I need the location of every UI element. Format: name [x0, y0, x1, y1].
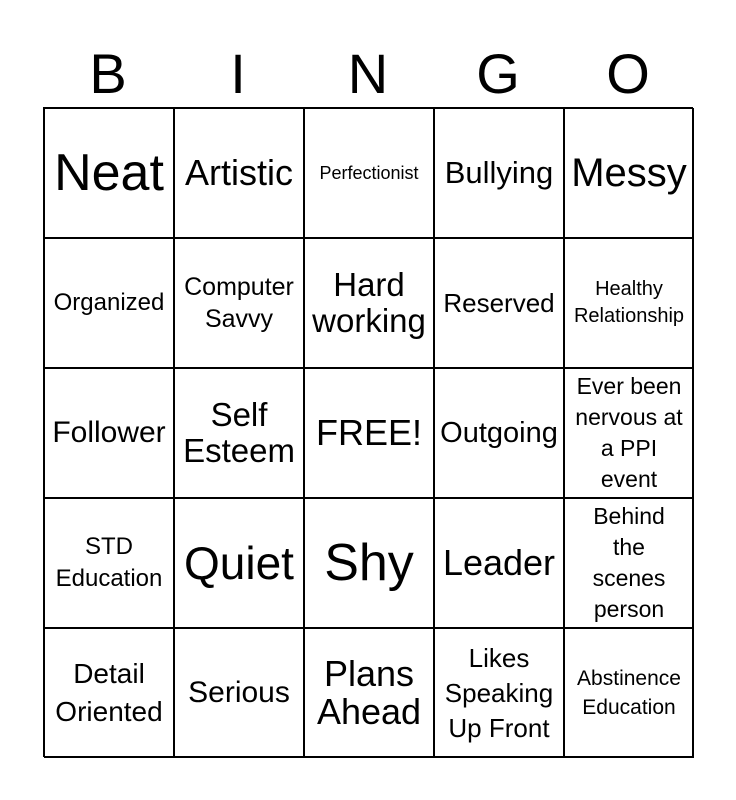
cell-label: Messy	[571, 151, 687, 195]
bingo-cell[interactable]	[304, 628, 434, 758]
bingo-cell[interactable]	[174, 628, 304, 758]
bingo-cell[interactable]	[174, 238, 304, 368]
cell-label: Behind the scenes person	[592, 503, 666, 622]
cell-label: Abstinence Education	[577, 667, 681, 719]
bingo-cell[interactable]	[564, 108, 694, 238]
bingo-cell[interactable]	[174, 108, 304, 238]
cell-label: Artistic	[185, 152, 293, 193]
header-letter-g: G	[476, 42, 520, 105]
bingo-cell[interactable]	[44, 108, 174, 238]
cell-label: Leader	[442, 542, 556, 583]
cell-label: Healthy Relationship	[573, 278, 685, 327]
bingo-cell[interactable]	[44, 628, 174, 758]
cell-label: Neat	[54, 144, 164, 202]
bingo-cell[interactable]	[44, 238, 174, 368]
bingo-cell[interactable]	[434, 368, 564, 498]
cell-label: Serious	[188, 676, 290, 709]
cell-label: Organized	[53, 289, 165, 316]
cell-label: Bullying	[444, 155, 554, 190]
cell-label: Self Esteem	[183, 396, 295, 469]
cell-label: Reserved	[443, 287, 555, 318]
cell-label: Computer Savvy	[184, 273, 294, 333]
cell-label: Quiet	[184, 537, 294, 589]
header-letter-n: N	[347, 42, 389, 105]
bingo-cell[interactable]	[174, 498, 304, 628]
bingo-cell[interactable]	[44, 368, 174, 498]
cell-label: Detail Oriented	[55, 658, 163, 727]
bingo-cell[interactable]	[564, 368, 694, 498]
cell-label: STD Education	[55, 533, 163, 592]
cell-label: Shy	[324, 534, 414, 592]
bingo-cell[interactable]	[564, 498, 694, 628]
bingo-cell[interactable]	[304, 368, 434, 498]
cell-label: Outgoing	[440, 416, 558, 449]
cell-label: Follower	[52, 416, 166, 449]
bingo-cell[interactable]	[434, 498, 564, 628]
cell-label: Ever been nervous at a PPI event	[575, 373, 683, 492]
bingo-cell[interactable]	[564, 238, 694, 368]
bingo-cell[interactable]	[44, 498, 174, 628]
bingo-grid	[43, 107, 693, 757]
bingo-cell[interactable]	[564, 628, 694, 758]
bingo-cell[interactable]	[174, 368, 304, 498]
bingo-cell[interactable]	[304, 238, 434, 368]
cell-label: Perfectionist	[319, 163, 419, 183]
bingo-cell[interactable]	[434, 628, 564, 758]
bingo-header	[43, 40, 693, 108]
cell-label: Plans Ahead	[316, 653, 422, 732]
bingo-cell[interactable]	[434, 108, 564, 238]
bingo-cell[interactable]	[434, 238, 564, 368]
header-letter-o: O	[606, 42, 650, 105]
cell-label: Hard working	[312, 266, 426, 339]
header-letter-i: I	[230, 42, 246, 105]
cell-label: Likes Speaking Up Front	[444, 642, 554, 743]
bingo-cell[interactable]	[304, 498, 434, 628]
bingo-cell[interactable]	[304, 108, 434, 238]
header-letter-b: B	[89, 42, 127, 105]
cell-label: FREE!	[315, 412, 422, 453]
